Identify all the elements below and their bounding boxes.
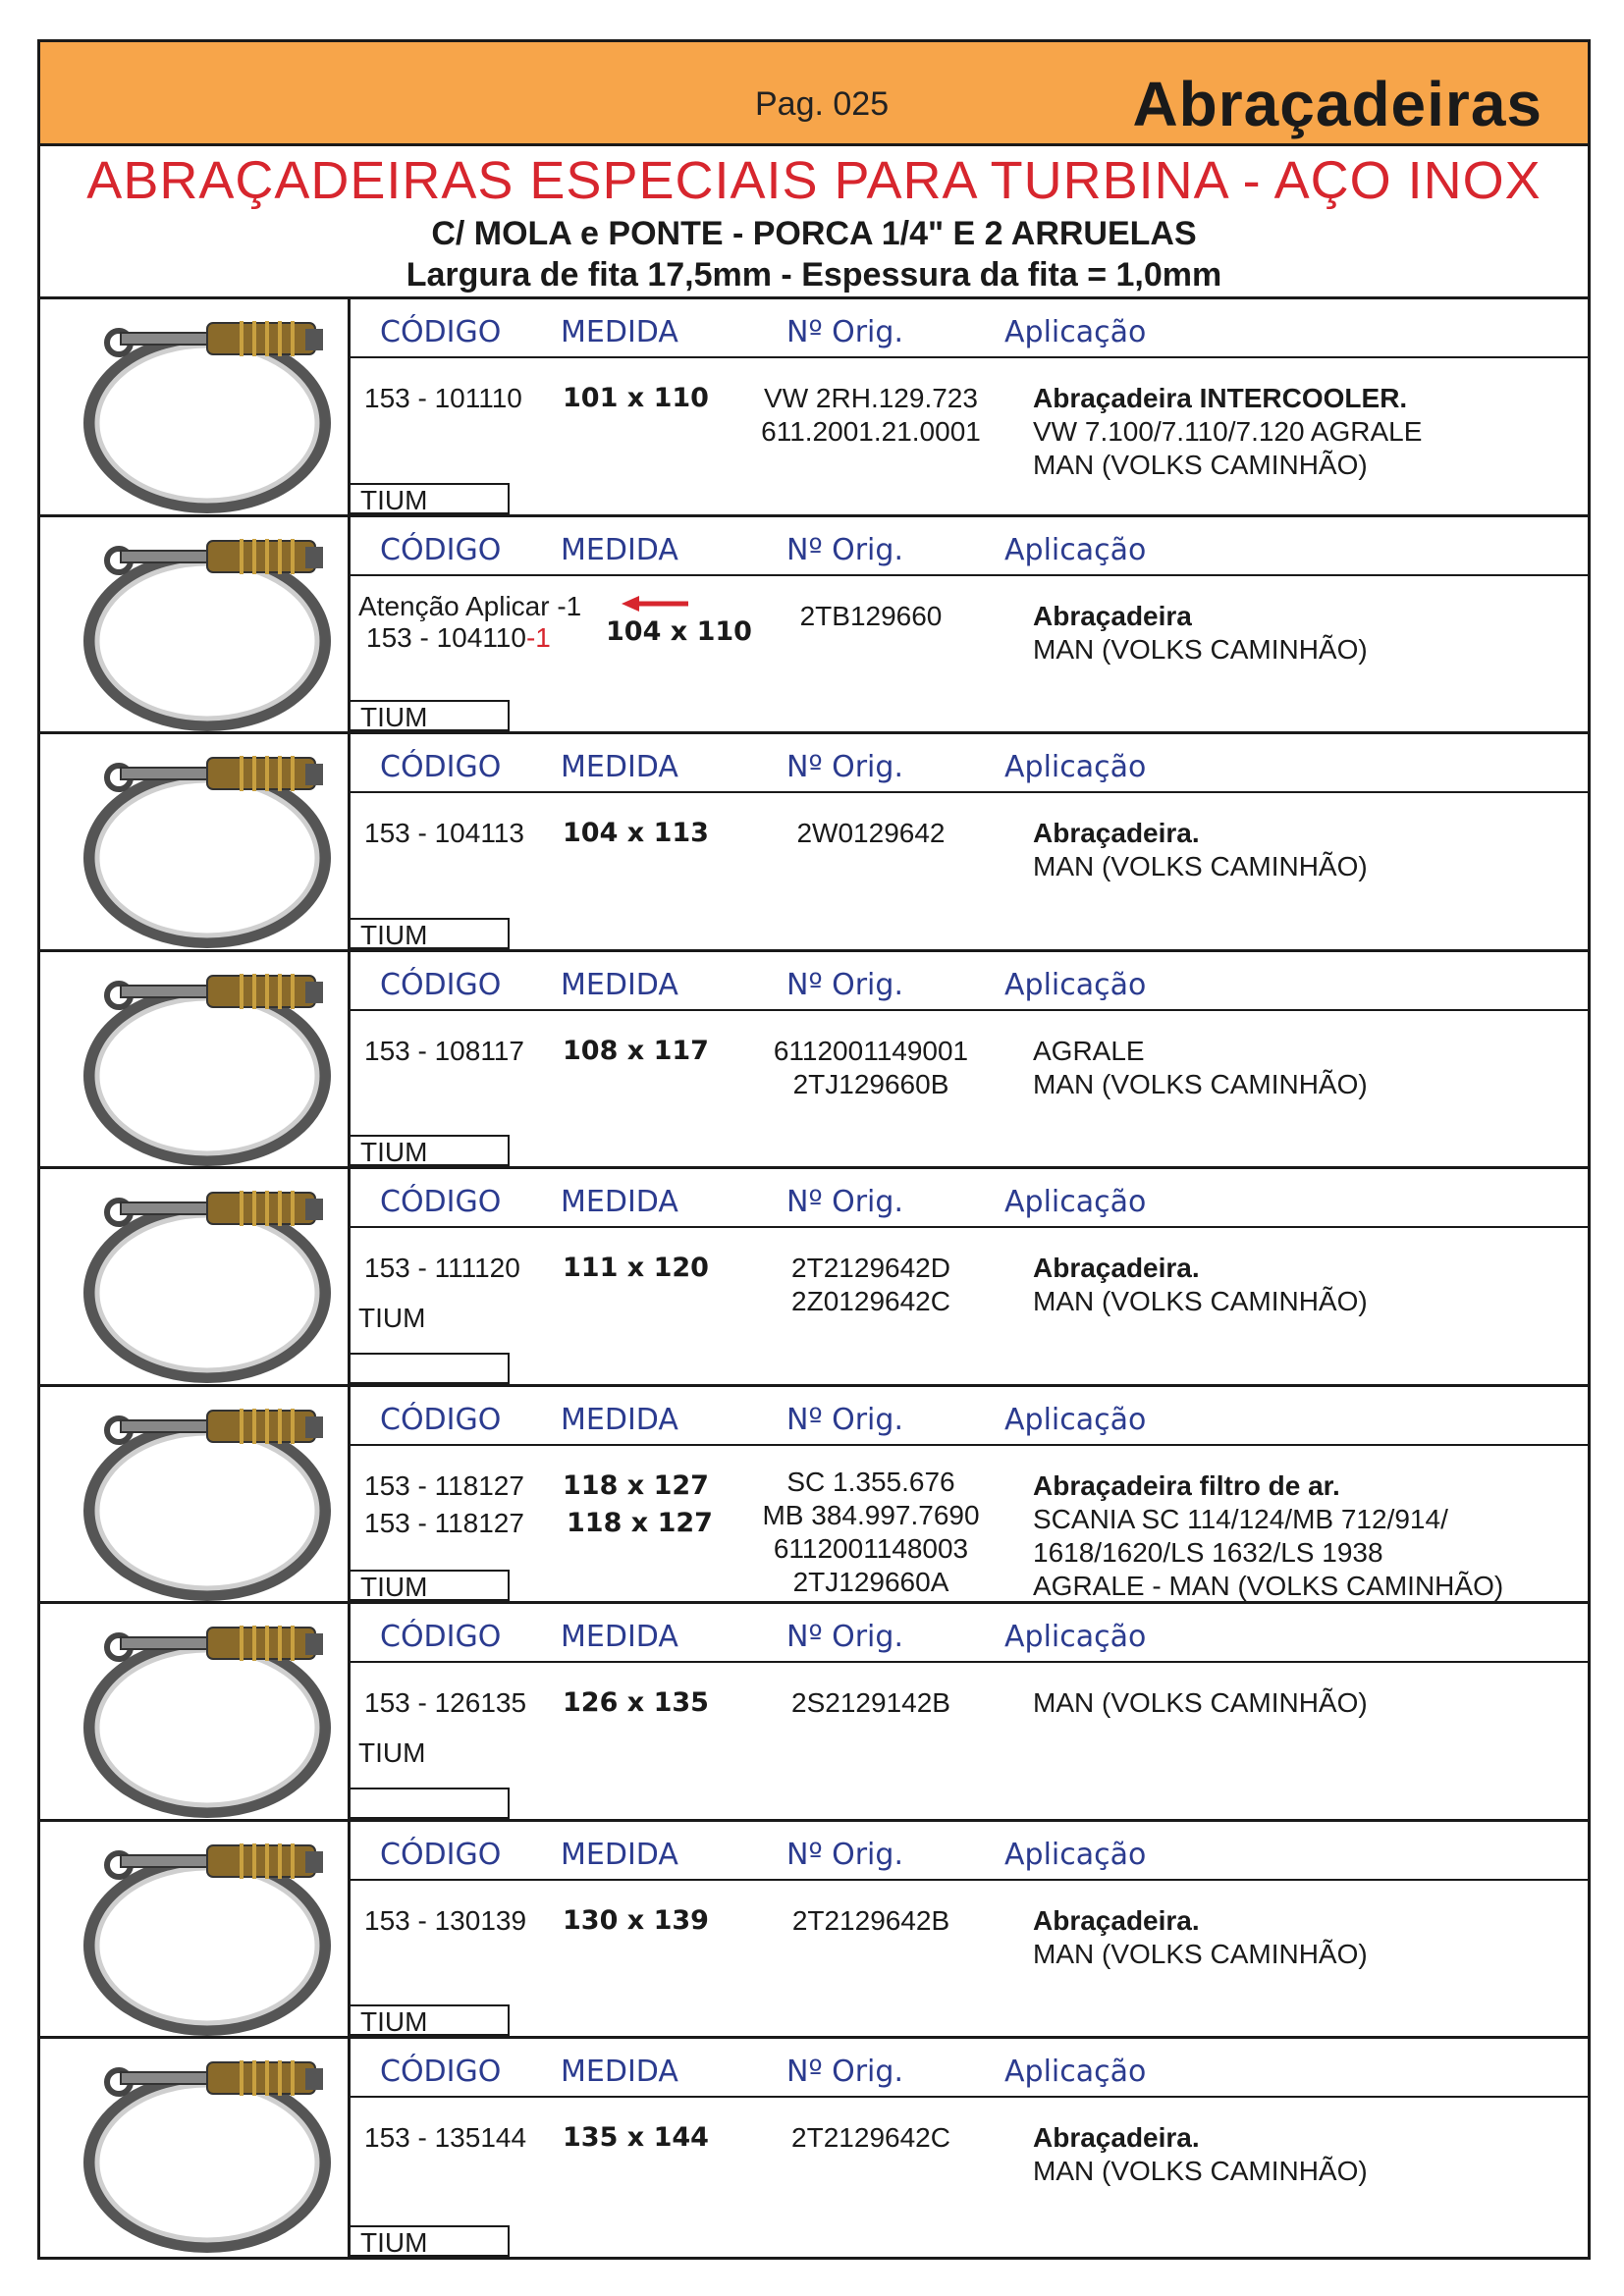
product-code: 153 - 118127 (364, 1507, 524, 1538)
original-number: 2W0129642 (796, 818, 946, 849)
application-detail: MAN (VOLKS CAMINHÃO) (1033, 1286, 1368, 1317)
product-info (351, 1169, 1588, 1384)
original-number: 2T2129642D 2Z0129642C (791, 1253, 950, 1317)
application-detail: MAN (VOLKS CAMINHÃO) (1033, 2156, 1368, 2187)
header-medida: MEDIDA (561, 1402, 678, 1437)
column-header (351, 2039, 1588, 2098)
application-title: Abraçadeira INTERCOOLER. (1033, 383, 1408, 413)
application-title: Abraçadeira. (1033, 1253, 1200, 1284)
application-title: Abraçadeira. (1033, 1904, 1200, 1936)
application (1033, 382, 1422, 482)
product-image-cell (40, 1387, 351, 1602)
column-header (351, 952, 1588, 1011)
tium-box (351, 1353, 510, 1384)
product-code: 153 - 126135 (364, 1687, 527, 1719)
header-codigo: CÓDIGO (380, 1185, 502, 1220)
tium-label: TIUM (358, 1737, 426, 1769)
header-codigo: CÓDIGO (380, 2055, 502, 2090)
header-orig: Nº Orig. (786, 1402, 903, 1437)
application (1033, 1035, 1368, 1101)
clamp-image (70, 960, 345, 1166)
attention-note: Atenção Aplicar -1 (358, 590, 582, 621)
main-title: ABRAÇADEIRAS ESPECIAIS PARA TURBINA - AÇO INOX (86, 151, 1542, 210)
product-image-cell (40, 1169, 351, 1384)
column-header (351, 1387, 1588, 1446)
product-code: 153 - 111120 (364, 1253, 520, 1284)
product-info (351, 952, 1588, 1167)
application (1033, 600, 1368, 667)
original-number: VW 2RH.129.723 611.2001.21.0001 (761, 383, 981, 447)
header-orig: Nº Orig. (786, 315, 903, 349)
clamp-image (70, 1395, 345, 1601)
header-codigo: CÓDIGO (380, 1837, 502, 1872)
subtitle-line-2: Largura de fita 17,5mm - Espessura da fita = 1,0mm (406, 256, 1222, 294)
product-size: 118 x 127 (567, 1507, 713, 1538)
header-orig: Nº Orig. (786, 750, 903, 785)
column-header (351, 299, 1588, 358)
product-row (40, 1387, 1588, 1605)
application (1033, 817, 1368, 883)
product-image-cell (40, 952, 351, 1167)
product-size: 118 x 127 (563, 1469, 709, 1501)
header-codigo: CÓDIGO (380, 1620, 502, 1655)
subtitle-line-1: C/ MOLA e PONTE - PORCA 1/4" E 2 ARRUELAS (431, 215, 1197, 252)
column-header (351, 1604, 1588, 1663)
product-info (351, 1604, 1588, 1819)
header-codigo: CÓDIGO (380, 315, 502, 349)
brand-title: Abraçadeiras (1132, 69, 1543, 139)
header-medida: MEDIDA (561, 1185, 678, 1220)
product-code: 153 - 101110 (364, 383, 522, 413)
column-header (351, 517, 1588, 576)
column-header (351, 734, 1588, 793)
original-number: 2T2129642C (791, 2122, 950, 2154)
header-aplicacao: Aplicação (1004, 1402, 1147, 1437)
product-size: 101 x 110 (563, 383, 709, 413)
application (1033, 1686, 1368, 1720)
application-detail: MAN (VOLKS CAMINHÃO) (1033, 633, 1368, 665)
application (1033, 1469, 1503, 1603)
product-info (351, 734, 1588, 949)
product-code: 153 - 104110-1 (366, 621, 551, 653)
product-size: 104 x 110 (606, 615, 752, 647)
product-code: 153 - 130139 (364, 1904, 527, 1936)
product-row (40, 1604, 1588, 1822)
tium-label: TIUM (360, 2226, 428, 2258)
original-number: 2S2129142B (791, 1687, 950, 1719)
clamp-image (70, 2047, 345, 2253)
product-size: 104 x 113 (563, 818, 709, 849)
product-info (351, 2039, 1588, 2257)
clamp-image (70, 525, 345, 731)
tium-label: TIUM (360, 1572, 428, 1603)
original-number: 2TB129660 (799, 600, 943, 631)
product-info (351, 517, 1588, 732)
code-suffix: -1 (525, 621, 551, 653)
header-codigo: CÓDIGO (380, 532, 502, 567)
product-size: 135 x 144 (563, 2122, 709, 2154)
header-medida: MEDIDA (561, 1620, 678, 1655)
application-title: Abraçadeira. (1033, 2122, 1200, 2154)
original-number: 6112001149001 2TJ129660B (773, 1035, 969, 1099)
product-row (40, 2039, 1588, 2257)
product-row (40, 952, 1588, 1170)
product-row (40, 517, 1588, 735)
header-aplicacao: Aplicação (1004, 1837, 1147, 1872)
page-number: Pag. 025 (755, 85, 890, 123)
product-image-cell (40, 517, 351, 732)
header-codigo: CÓDIGO (380, 750, 502, 785)
header-codigo: CÓDIGO (380, 1402, 502, 1437)
application-detail: AGRALE MAN (VOLKS CAMINHÃO) (1033, 1035, 1368, 1099)
header-medida: MEDIDA (561, 2055, 678, 2090)
header-aplicacao: Aplicação (1004, 1185, 1147, 1220)
original-number: 2T2129642B (791, 1904, 950, 1936)
header-orig: Nº Orig. (786, 532, 903, 567)
clamp-image (70, 1612, 345, 1818)
tium-label: TIUM (360, 1137, 428, 1168)
tium-label: TIUM (360, 484, 428, 515)
product-code: 153 - 118127 (364, 1469, 524, 1501)
header-aplicacao: Aplicação (1004, 532, 1147, 567)
header-aplicacao: Aplicação (1004, 2055, 1147, 2090)
application (1033, 1252, 1368, 1318)
original-number: SC 1.355.676 MB 384.997.7690 6112001148003 2TJ129660A (762, 1466, 980, 1597)
header-orig: Nº Orig. (786, 2055, 903, 2090)
product-image-cell (40, 299, 351, 514)
application (1033, 2121, 1368, 2188)
product-code: 153 - 104113 (364, 818, 524, 849)
tium-label: TIUM (360, 919, 428, 950)
title-block (40, 146, 1588, 299)
product-row (40, 1822, 1588, 2040)
header-codigo: CÓDIGO (380, 967, 502, 1002)
product-code: 153 - 108117 (364, 1035, 524, 1066)
application-detail: MAN (VOLKS CAMINHÃO) (1033, 1687, 1368, 1719)
product-size: 126 x 135 (563, 1687, 709, 1719)
header-medida: MEDIDA (561, 315, 678, 349)
product-image-cell (40, 1604, 351, 1819)
clamp-image (70, 1830, 345, 2036)
product-info (351, 299, 1588, 514)
application (1033, 1904, 1368, 1971)
product-size: 111 x 120 (563, 1253, 709, 1284)
product-code: 153 - 135144 (364, 2122, 527, 2154)
product-size: 130 x 139 (563, 1904, 709, 1936)
column-header (351, 1822, 1588, 1881)
header-medida: MEDIDA (561, 1837, 678, 1872)
product-size: 108 x 117 (563, 1035, 709, 1066)
header-aplicacao: Aplicação (1004, 967, 1147, 1002)
product-image-cell (40, 1822, 351, 2037)
clamp-image (70, 307, 345, 513)
tium-label: TIUM (360, 702, 428, 733)
header-aplicacao: Aplicação (1004, 315, 1147, 349)
header-orig: Nº Orig. (786, 1185, 903, 1220)
application-detail: MAN (VOLKS CAMINHÃO) (1033, 1938, 1368, 1969)
tium-box (351, 1788, 510, 1819)
application-detail: MAN (VOLKS CAMINHÃO) (1033, 851, 1368, 882)
application-detail: SCANIA SC 114/124/MB 712/914/ 1618/1620/LS 1632/LS 1938 AGRALE - MAN (VOLKS CAMINHÃO) (1033, 1503, 1504, 1601)
product-row (40, 1169, 1588, 1387)
header-medida: MEDIDA (561, 532, 678, 567)
header-orig: Nº Orig. (786, 967, 903, 1002)
clamp-image (70, 1177, 345, 1383)
product-image-cell (40, 2039, 351, 2257)
header-medida: MEDIDA (561, 750, 678, 785)
tium-label: TIUM (358, 1303, 426, 1334)
header-orig: Nº Orig. (786, 1620, 903, 1655)
tium-label: TIUM (360, 2006, 428, 2038)
column-header (351, 1169, 1588, 1228)
product-info (351, 1822, 1588, 2037)
header-aplicacao: Aplicação (1004, 1620, 1147, 1655)
red-arrow-icon (622, 594, 690, 614)
application-detail: VW 7.100/7.110/7.120 AGRALE MAN (VOLKS CAMINHÃO) (1033, 416, 1423, 480)
application-title: Abraçadeira. (1033, 818, 1200, 849)
product-info (351, 1387, 1588, 1602)
header-band (40, 42, 1588, 146)
header-aplicacao: Aplicação (1004, 750, 1147, 785)
page-frame (37, 39, 1591, 2260)
header-medida: MEDIDA (561, 967, 678, 1002)
application-title: Abraçadeira filtro de ar. (1033, 1469, 1340, 1501)
clamp-image (70, 742, 345, 948)
application-title: Abraçadeira (1033, 600, 1192, 631)
header-orig: Nº Orig. (786, 1837, 903, 1872)
product-row (40, 734, 1588, 952)
product-image-cell (40, 734, 351, 949)
product-rows (40, 299, 1588, 2257)
product-row (40, 299, 1588, 517)
